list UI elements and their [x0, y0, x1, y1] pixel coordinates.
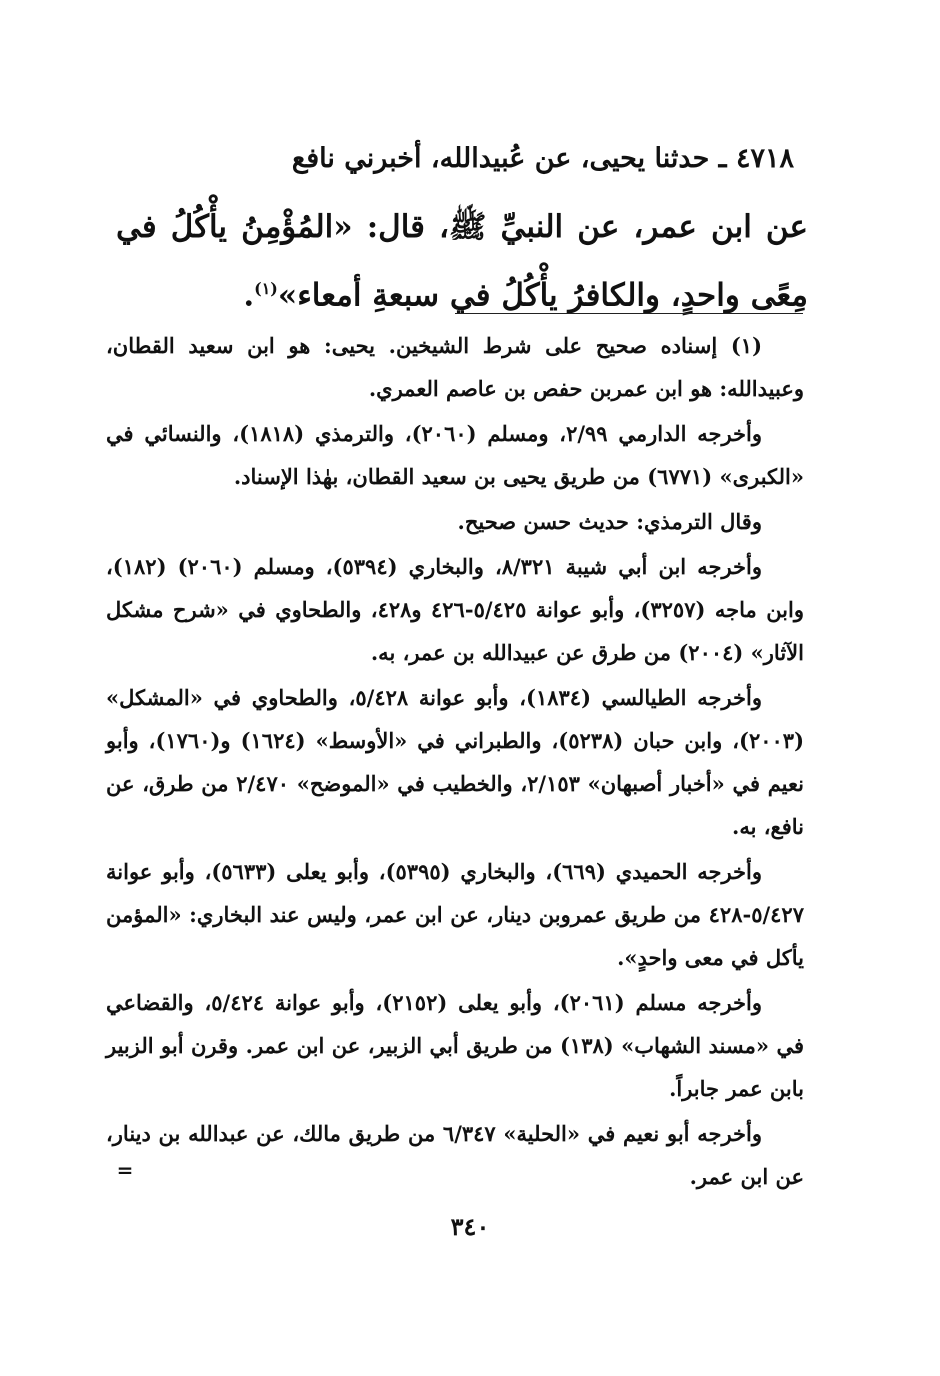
footnote-paragraph: وأخرجه الطيالسي (١٨٣٤)، وأبو عوانة ٥/٤٢٨، والطحاوي في «المشكل» (٢٠٠٣)، وابن حبان (٥٢٣٨)، والطبراني في «الأوسط» (١٦٢٤) و(١٧٦٠)، وأبو نعيم في «أخبار أصبهان» ٢/١٥٣، والخطيب في «الموضح» ٢/٤٧٠ من طرق، عن نافع، به.: [106, 685, 805, 839]
hadith-matn: عن ابن عمر، عن النبيِّ ﷺ، قال: «المُؤْمِنُ يأْكُلُ في مِعًى واحدٍ، والكافرُ يأْكُلُ في سبعةِ أمعاء»: [116, 209, 808, 314]
footnote-separator: [455, 313, 803, 314]
footnotes-section: [106, 324, 804, 1200]
hadith-text: عن ابن عمر، عن النبيِّ ﷺ، قال: «المُؤْمِنُ يأْكُلُ في مِعًى واحدٍ، والكافرُ يأْكُلُ في سبعةِ أمعاء»$^{(١)}$.: [116, 209, 808, 314]
footnote-paragraph: (١) إسناده صحيح على شرط الشيخين. يحيى: هو ابن سعيد القطان، وعبيدالله: هو ابن عمربن حفص بن عاصم العمري.: [106, 333, 804, 401]
footnote-reference: (١): [254, 279, 278, 298]
footnote-paragraph: وأخرجه ابن أبي شيبة ٨/٣٢١، والبخاري (٥٣٩٤)، ومسلم (٢٠٦٠) (١٨٢)، وابن ماجه (٣٢٥٧)، وأبو عوانة ٥/٤٢٥-٤٢٦ و٤٢٨، والطحاوي في «شرح مشكل الآثار» (٢٠٠٤) من طرق عن عبيدالله بن عمر، به.: [106, 554, 805, 665]
footnote-paragraph: وقال الترمذي: حديث حسن صحيح.: [457, 509, 762, 534]
page-number: ٣٤٠: [450, 1212, 490, 1241]
hadith-number-line: ٤٧١٨ ـ حدثنا يحيى، عن عُبيدالله، أخبرني نافع: [291, 143, 794, 174]
footnote-paragraph: وأخرجه الدارمي ٢/٩٩، ومسلم (٢٠٦٠)، والترمذي (١٨١٨)، والنسائي في «الكبرى» (٦٧٧١) من طريق يحيى بن سعيد القطان، بهٰذا الإسناد.: [106, 421, 804, 489]
footnote-paragraph: وأخرجه مسلم (٢٠٦١)، وأبو يعلى (٢١٥٢)، وأبو عوانة ٥/٤٢٤، والقضاعي في «مسند الشهاب» (١٣٨) من طريق أبي الزبير، عن ابن عمر. وقرن أبو الزبير بابن عمر جابراً.: [106, 990, 804, 1101]
continuation-mark: =: [116, 1158, 134, 1182]
footnote-paragraph: وأخرجه الحميدي (٦٦٩)، والبخاري (٥٣٩٥)، وأبو يعلى (٥٦٣٣)، وأبو عوانة ٥/٤٢٧-٤٢٨ من طريق عمروبن دينار، عن ابن عمر، وليس عند البخاري: «المؤمن يأكل في معى واحدٍ».: [106, 859, 804, 970]
footnote-paragraph: وأخرجه أبو نعيم في «الحلية» ٦/٣٤٧ من طريق مالك، عن عبدالله بن دينار، عن ابن عمر.: [106, 1121, 804, 1189]
